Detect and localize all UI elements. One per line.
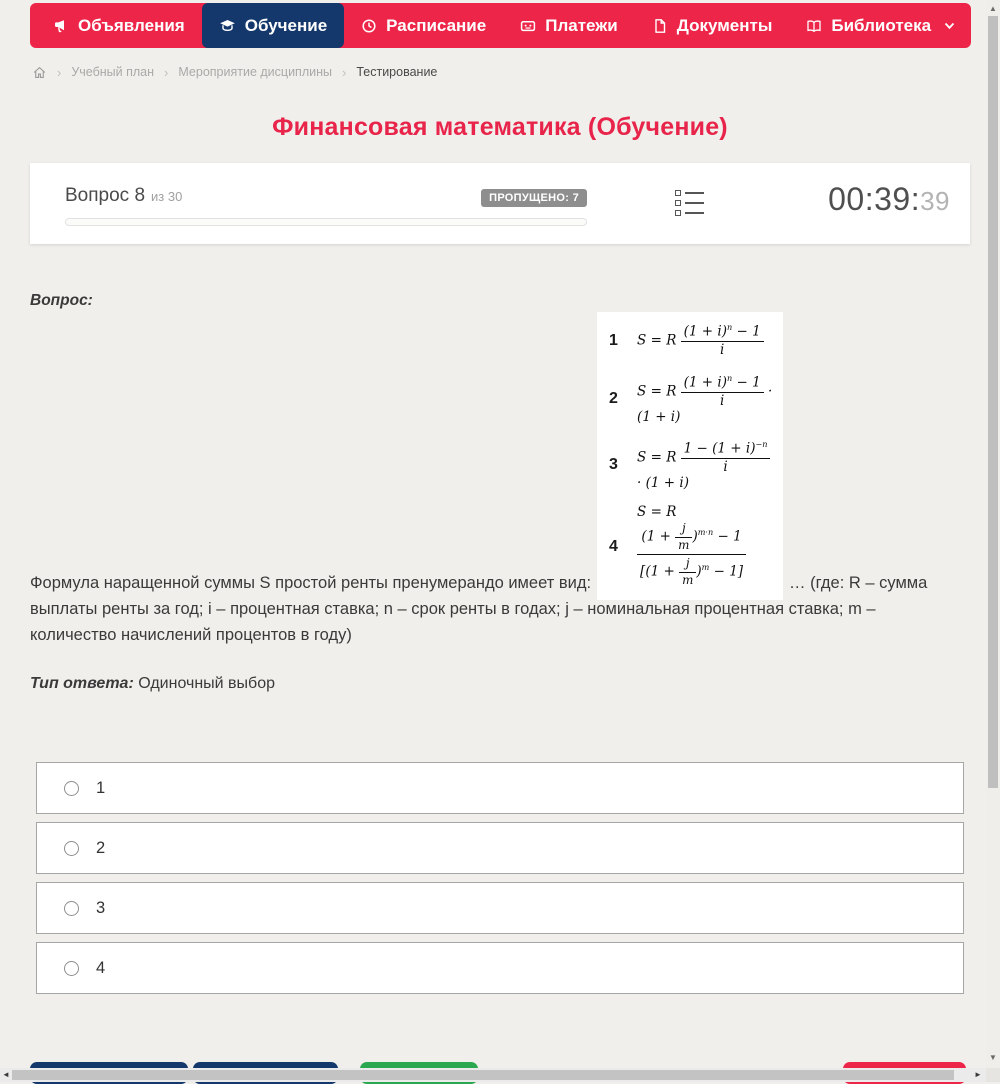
nav-item-education[interactable] (202, 3, 344, 48)
progress-bar (65, 218, 587, 226)
formula-expression: S = R $\frac{(1 + i)^n - 1}{i}$ · (1 + i) (637, 372, 773, 426)
answer-option-3[interactable] (36, 882, 964, 934)
breadcrumb-separator: › (164, 64, 169, 80)
breadcrumb-item[interactable]: Мероприятие дисциплины (178, 65, 332, 79)
question-text-before: Формула наращенной суммы S простой ренты пренумерандо имеет вид: (30, 573, 592, 592)
nav-item-schedule[interactable] (344, 3, 503, 48)
radio-icon[interactable] (64, 841, 79, 856)
scroll-up-icon[interactable]: ▲ (989, 4, 997, 13)
graduation-cap-icon (219, 18, 236, 34)
scroll-right-icon[interactable]: ► (974, 1070, 982, 1079)
answer-type (30, 675, 275, 693)
nav-item-library[interactable] (789, 3, 972, 48)
vertical-scrollbar-thumb[interactable] (988, 16, 998, 788)
main-nav (30, 3, 971, 48)
option-label: 1 (96, 778, 106, 797)
question-text-after: … (где: R – сумма выплаты ренты за год; i – процентная ставка; n – срок ренты в годах; j – номинальная процентная ставка; m – количество начислений процентов в году) (30, 573, 928, 644)
breadcrumb-item[interactable]: Учебный план (71, 65, 155, 79)
scroll-left-icon[interactable]: ◄ (2, 1070, 10, 1079)
formula-expression: S = R $\frac{(1 + i)^n - 1}{i}$ (637, 322, 764, 360)
formula-image (597, 312, 783, 600)
nav-item-label: Объявления (78, 15, 185, 35)
formula-row (609, 439, 777, 492)
nav-item-payments[interactable] (503, 3, 635, 48)
option-label: 3 (96, 898, 106, 917)
answer-option-4[interactable] (36, 942, 964, 994)
formula-row (609, 322, 777, 360)
answer-option-1[interactable] (36, 762, 964, 814)
wallet-icon (520, 18, 536, 34)
radio-icon[interactable] (64, 961, 79, 976)
skipped-badge: ПРОПУЩЕНО: 7 (481, 189, 587, 207)
formula-number: 2 (609, 390, 618, 408)
question-total: из 30 (151, 189, 183, 204)
nav-item-documents[interactable] (635, 3, 790, 48)
formula-expression: S = R (1 + $\frac{j}{m}$ )$^{m\cdot n}$ − 1 [(1 + $\frac{j}{m}$ )$^m$ − 1] (637, 505, 777, 590)
radio-icon[interactable] (64, 901, 79, 916)
breadcrumb-item: Тестирование (356, 65, 438, 79)
answer-type-value: Одиночный выбор (138, 675, 275, 692)
chevron-down-icon (944, 22, 955, 30)
timer-seconds: 39 (920, 186, 950, 216)
vertical-scrollbar[interactable] (986, 0, 1000, 1082)
horizontal-scrollbar-thumb[interactable] (12, 1070, 954, 1080)
document-icon (652, 18, 668, 34)
breadcrumb-separator: › (57, 64, 62, 80)
formula-row (609, 373, 777, 426)
question-text (30, 312, 957, 648)
radio-icon[interactable] (64, 781, 79, 796)
formula-number: 4 (609, 538, 618, 556)
nav-item-announcements[interactable] (36, 3, 202, 48)
answer-option-2[interactable] (36, 822, 964, 874)
megaphone-icon (53, 18, 69, 34)
formula-row (609, 505, 777, 590)
breadcrumb (32, 62, 437, 82)
horizontal-scrollbar[interactable] (0, 1068, 986, 1082)
question-header-card (30, 163, 970, 244)
book-icon (806, 18, 822, 34)
formula-number: 1 (609, 331, 618, 349)
nav-item-label: Библиотека (831, 15, 932, 35)
answer-type-label: Тип ответа: (30, 675, 134, 692)
option-label: 4 (96, 958, 106, 977)
nav-item-label: Документы (676, 15, 773, 35)
answer-options (36, 762, 964, 1002)
question-number: Вопрос 8 (65, 185, 146, 206)
breadcrumb-separator: › (342, 64, 347, 80)
scrollbar-corner (986, 1068, 1000, 1082)
timer (828, 181, 950, 218)
nav-item-label: Платежи (545, 15, 618, 35)
page-title: Финансовая математика (Обучение) (272, 113, 728, 141)
question-list-icon[interactable] (675, 190, 704, 216)
question-label: Вопрос: (30, 292, 93, 309)
clock-icon (361, 18, 377, 34)
option-label: 2 (96, 838, 106, 857)
formula-expression: S = R $\frac{1 - (1 + i)^{-n}}{i}$ · (1 + i) (637, 439, 777, 492)
nav-item-label: Обучение (244, 15, 328, 35)
home-icon[interactable] (32, 65, 47, 80)
nav-item-label: Расписание (386, 15, 487, 35)
question-progress-block (65, 185, 587, 226)
timer-main: 00:39: (828, 181, 921, 217)
scroll-down-icon[interactable]: ▼ (989, 1053, 997, 1062)
formula-number: 3 (609, 456, 618, 474)
